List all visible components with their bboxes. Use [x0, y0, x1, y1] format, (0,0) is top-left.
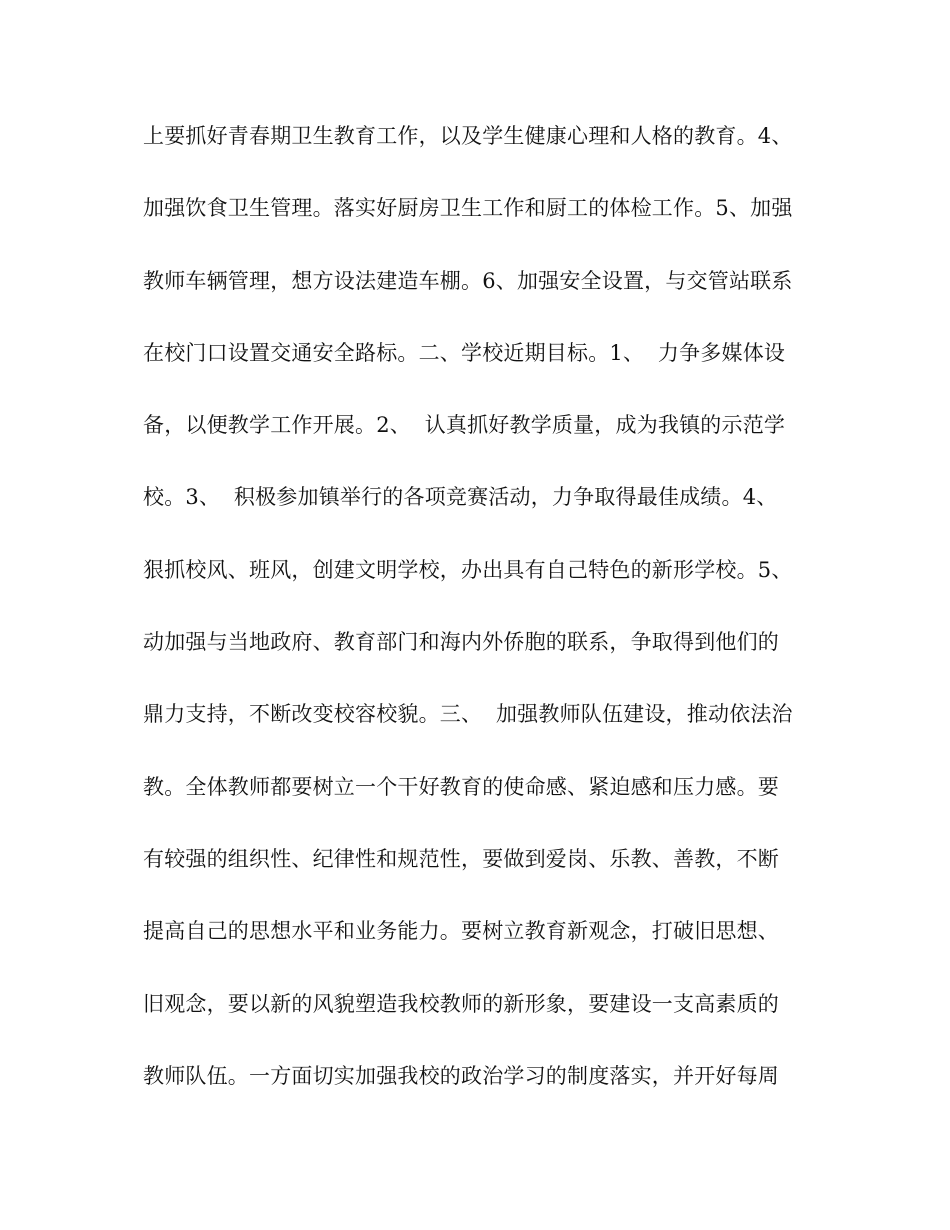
- text-line: 在校门口设置交通安全路标。二、学校近期目标。1、 力争多媒体设: [143, 340, 786, 365]
- text-line: 鼎力支持，不断改变校容校貌。三、 加强教师队伍建设，推动依法治: [143, 702, 793, 727]
- text-line: 有较强的组织性、纪律性和规范性，要做到爱岗、乐教、善教，不断: [143, 846, 779, 871]
- text-line: 教师车辆管理，想方设法建造车棚。6、加强安全设置，与交管站联系: [143, 268, 793, 293]
- text-line: 动加强与当地政府、教育部门和海内外侨胞的联系，争取得到他们的: [143, 630, 779, 655]
- text-line: 狠抓校风、班风，创建文明学校，办出具有自己特色的新形学校。5、: [143, 557, 793, 582]
- text-line: 提高自己的思想水平和业务能力。要树立教育新观念，打破旧思想、: [143, 919, 779, 944]
- text-line: 上要抓好青春期卫生教育工作，以及学生健康心理和人格的教育。4、: [143, 124, 793, 148]
- text-line: 备，以便教学工作开展。2、 认真抓好教学质量，成为我镇的示范学: [143, 413, 786, 438]
- body-text: [143, 125, 823, 1137]
- text-line: 教师队伍。一方面切实加强我校的政治学习的制度落实，并开好每周: [143, 1063, 779, 1088]
- text-line: 加强饮食卫生管理。落实好厨房卫生工作和厨工的体检工作。5、加强: [143, 196, 793, 221]
- text-line: 旧观念，要以新的风貌塑造我校教师的新形象，要建设一支高素质的: [143, 991, 779, 1016]
- text-line: 校。3、 积极参加镇举行的各项竞赛活动，力争取得最佳成绩。4、: [143, 485, 778, 510]
- text-line: 教。全体教师都要树立一个干好教育的使命感、紧迫感和压力感。要: [143, 774, 779, 799]
